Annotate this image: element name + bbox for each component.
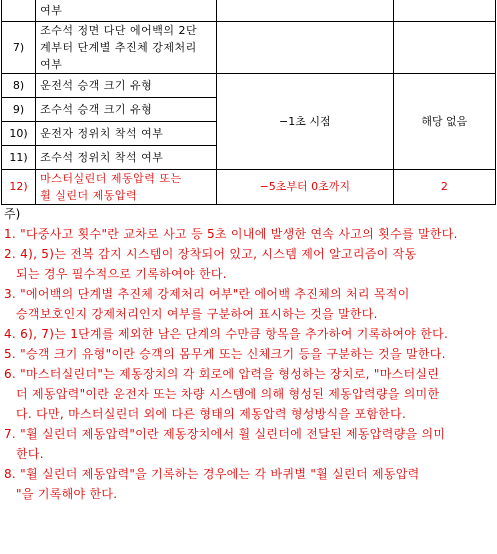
row-number: 7) [2, 21, 36, 73]
row-number: 8) [2, 73, 36, 97]
row-number: 11) [2, 145, 36, 169]
note-item [4, 244, 494, 284]
notes-section [4, 204, 494, 504]
row-item [36, 21, 217, 73]
row-number: 10) [2, 121, 36, 145]
merged-value-cell: −1초 시점 [216, 73, 393, 169]
row-item [36, 97, 217, 121]
item-line: 운전석 승객 크기 유형 [40, 78, 153, 92]
note-line: 8. "휠 실린더 제동압력"을 기록하는 경우에는 각 바퀴별 "휠 실린더 제동압력 [4, 467, 420, 481]
item-line: 조수석 승객 크기 유형 [40, 102, 153, 116]
note-line: 1. "다중사고 횟수"란 교차로 사고 등 5초 이내에 발생한 연속 사고의 횟수를 말한다. [4, 227, 458, 241]
note-item [4, 464, 494, 504]
notes-heading: 주) [4, 207, 21, 221]
item-line: 휠 실린더 제동압력 [40, 188, 138, 202]
note-item [4, 424, 494, 464]
note-line: 6. "마스터실린더"는 제동장치의 각 회로에 압력을 형성하는 장치로, "마스터실린 [4, 367, 440, 381]
row-value: −5초부터 0초까지 [216, 169, 393, 204]
row-number: 9) [2, 97, 36, 121]
note-line: 되는 경우 필수적으로 기록하여야 한다. [16, 267, 227, 281]
note-line: 3. "에어백의 단계별 추진체 강제처리 여부"란 에어백 추진체의 처리 목적이 [4, 287, 410, 301]
row-item [36, 0, 217, 21]
row-value [216, 0, 393, 21]
item-line: 여부 [40, 3, 63, 17]
note-line: 5. "승객 크기 유형"이란 승객의 몸무게 또는 신체크기 등을 구분하는 것을 말한다. [4, 347, 446, 361]
row-item [36, 73, 217, 97]
table-row [2, 0, 496, 21]
data-element-table [1, 0, 496, 205]
note-item [4, 344, 494, 364]
merged-extra-cell: 해당 없음 [393, 73, 495, 169]
note-line: 승객보호인지 강제처리인지 여부를 구분하여 표시하는 것을 말한다. [16, 307, 378, 321]
note-line: 4. 6), 7)는 1단계를 제외한 남은 단계의 수만큼 항목을 추가하여 기록하여야 한다. [4, 327, 449, 341]
table-row [2, 169, 496, 204]
row-number [2, 0, 36, 21]
item-line: 조수석 정면 다단 에어백의 2단 [40, 23, 198, 37]
note-line: 더 제동압력"이란 운전자 또는 차량 시스템에 의해 형성된 제동압력량을 의미한 [16, 387, 440, 401]
row-value [216, 21, 393, 73]
row-extra [393, 0, 495, 21]
row-extra [393, 21, 495, 73]
note-item [4, 224, 494, 244]
row-number: 12) [2, 169, 36, 204]
row-item [36, 145, 217, 169]
table-row [2, 21, 496, 73]
note-line: 한다. [16, 447, 44, 461]
note-line: 2. 4), 5)는 전복 감지 시스템이 장착되어 있고, 시스템 제어 알고리즘이 작동 [4, 247, 417, 261]
item-line: 여부 [40, 57, 63, 71]
note-item [4, 284, 494, 324]
note-line: 다. 다만, 마스터실린더 외에 다른 형태의 제동압력 형성방식을 포함한다. [16, 407, 407, 421]
item-line: 운전자 정위치 착석 여부 [40, 126, 164, 140]
table-row [2, 73, 496, 97]
row-extra: 2 [393, 169, 495, 204]
item-line: 조수석 정위치 착석 여부 [40, 150, 164, 164]
note-line: "을 기록해야 한다. [16, 487, 118, 501]
row-item [36, 169, 217, 204]
notes-list [4, 224, 494, 504]
row-item [36, 121, 217, 145]
note-line: 7. "휠 실린더 제동압력"이란 제동장치에서 휠 실린더에 전달된 제동압력량을 의미 [4, 427, 446, 441]
note-item [4, 324, 494, 344]
item-line: 마스터실린더 제동압력 또는 [40, 171, 182, 185]
item-line: 계부터 단계별 추진체 강제처리 [40, 40, 197, 54]
note-item [4, 364, 494, 424]
